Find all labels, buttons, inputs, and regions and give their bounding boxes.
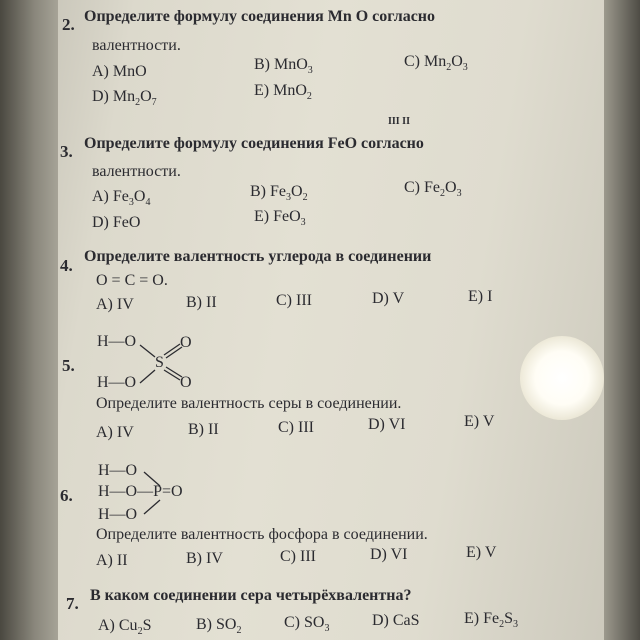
option-c[interactable]: C) III (280, 548, 316, 565)
option-c[interactable]: C) III (278, 419, 314, 436)
option-c[interactable]: C) III (276, 292, 312, 309)
structure-oxygen-top: O (180, 334, 192, 351)
structure-h-o-top: H—O (97, 333, 137, 350)
structure-h-o-bottom: H—O (97, 374, 137, 391)
option-e[interactable]: E) MnO$_2$ (254, 82, 312, 103)
structure-row-2: H—O—P=O (98, 483, 183, 500)
option-b[interactable]: B) $SO_2$ (196, 616, 242, 637)
question-title: В каком соединении сера четырёхвалентна? (90, 587, 412, 604)
question-number: 4. (60, 256, 73, 275)
question-number: 6. (60, 486, 73, 505)
structure-row-1: H—O (98, 462, 138, 479)
question-number: 5. (62, 356, 75, 375)
question-title: Определите формулу соединения Mn O согласно (84, 8, 436, 25)
option-e[interactable]: E) V (466, 544, 497, 561)
question-title-cont: валентности. (92, 37, 181, 54)
question-title: Определите формулу соединения FeO согласно (84, 135, 424, 152)
option-c[interactable]: C) $SO_3$ (284, 614, 330, 635)
option-d[interactable]: D) VI (368, 416, 406, 433)
option-d[interactable]: D) CaS (372, 612, 420, 629)
option-c[interactable]: C) $Mn_2O_3$ (404, 53, 468, 74)
option-a[interactable]: A) MnO (92, 63, 147, 80)
question-number: 7. (66, 594, 79, 613)
option-e[interactable]: E) FeO$_3$ (254, 208, 306, 229)
structure-sulfur: S (155, 354, 164, 371)
question-title: Определите валентность серы в соединении. (96, 395, 402, 412)
option-a[interactable]: A) II (96, 552, 128, 569)
option-d[interactable]: D) V (372, 290, 405, 307)
valence-roman: III II (388, 116, 410, 127)
option-a[interactable]: A) $Fe_3O_4$ (92, 188, 151, 209)
option-c[interactable]: C) $Fe_2O_3$ (404, 179, 462, 200)
option-a[interactable]: A) IV (96, 296, 134, 313)
question-number: 2. (62, 15, 75, 34)
option-b[interactable]: B) IV (186, 550, 223, 567)
question-title: Определите валентность углерода в соединении (84, 248, 432, 265)
formula-co2: O = C = O. (96, 272, 168, 289)
option-b[interactable]: B) $Fe_3O_2$ (250, 183, 308, 204)
question-number: 3. (60, 142, 73, 161)
option-b[interactable]: B) II (186, 294, 217, 311)
structure-row-3: H—O (98, 506, 138, 523)
option-d[interactable]: D) FeO (92, 214, 141, 231)
option-a[interactable]: A) IV (96, 424, 134, 441)
option-b[interactable]: B) MnO$_3$ (254, 56, 313, 77)
option-e[interactable]: E) I (468, 288, 493, 305)
option-d[interactable]: D) $Mn_2O_7$ (92, 88, 157, 109)
option-a[interactable]: A) $Cu_2S$ (98, 617, 152, 638)
option-e[interactable]: E) $Fe_2S_3$ (464, 610, 519, 631)
question-title: Определите валентность фосфора в соединении. (96, 526, 428, 543)
option-e[interactable]: E) V (464, 413, 495, 430)
light-glare (520, 336, 604, 420)
option-b[interactable]: B) II (188, 421, 219, 438)
structure-oxygen-bottom: O (180, 374, 192, 391)
option-d[interactable]: D) VI (370, 546, 408, 563)
question-title-cont: валентности. (92, 163, 181, 180)
